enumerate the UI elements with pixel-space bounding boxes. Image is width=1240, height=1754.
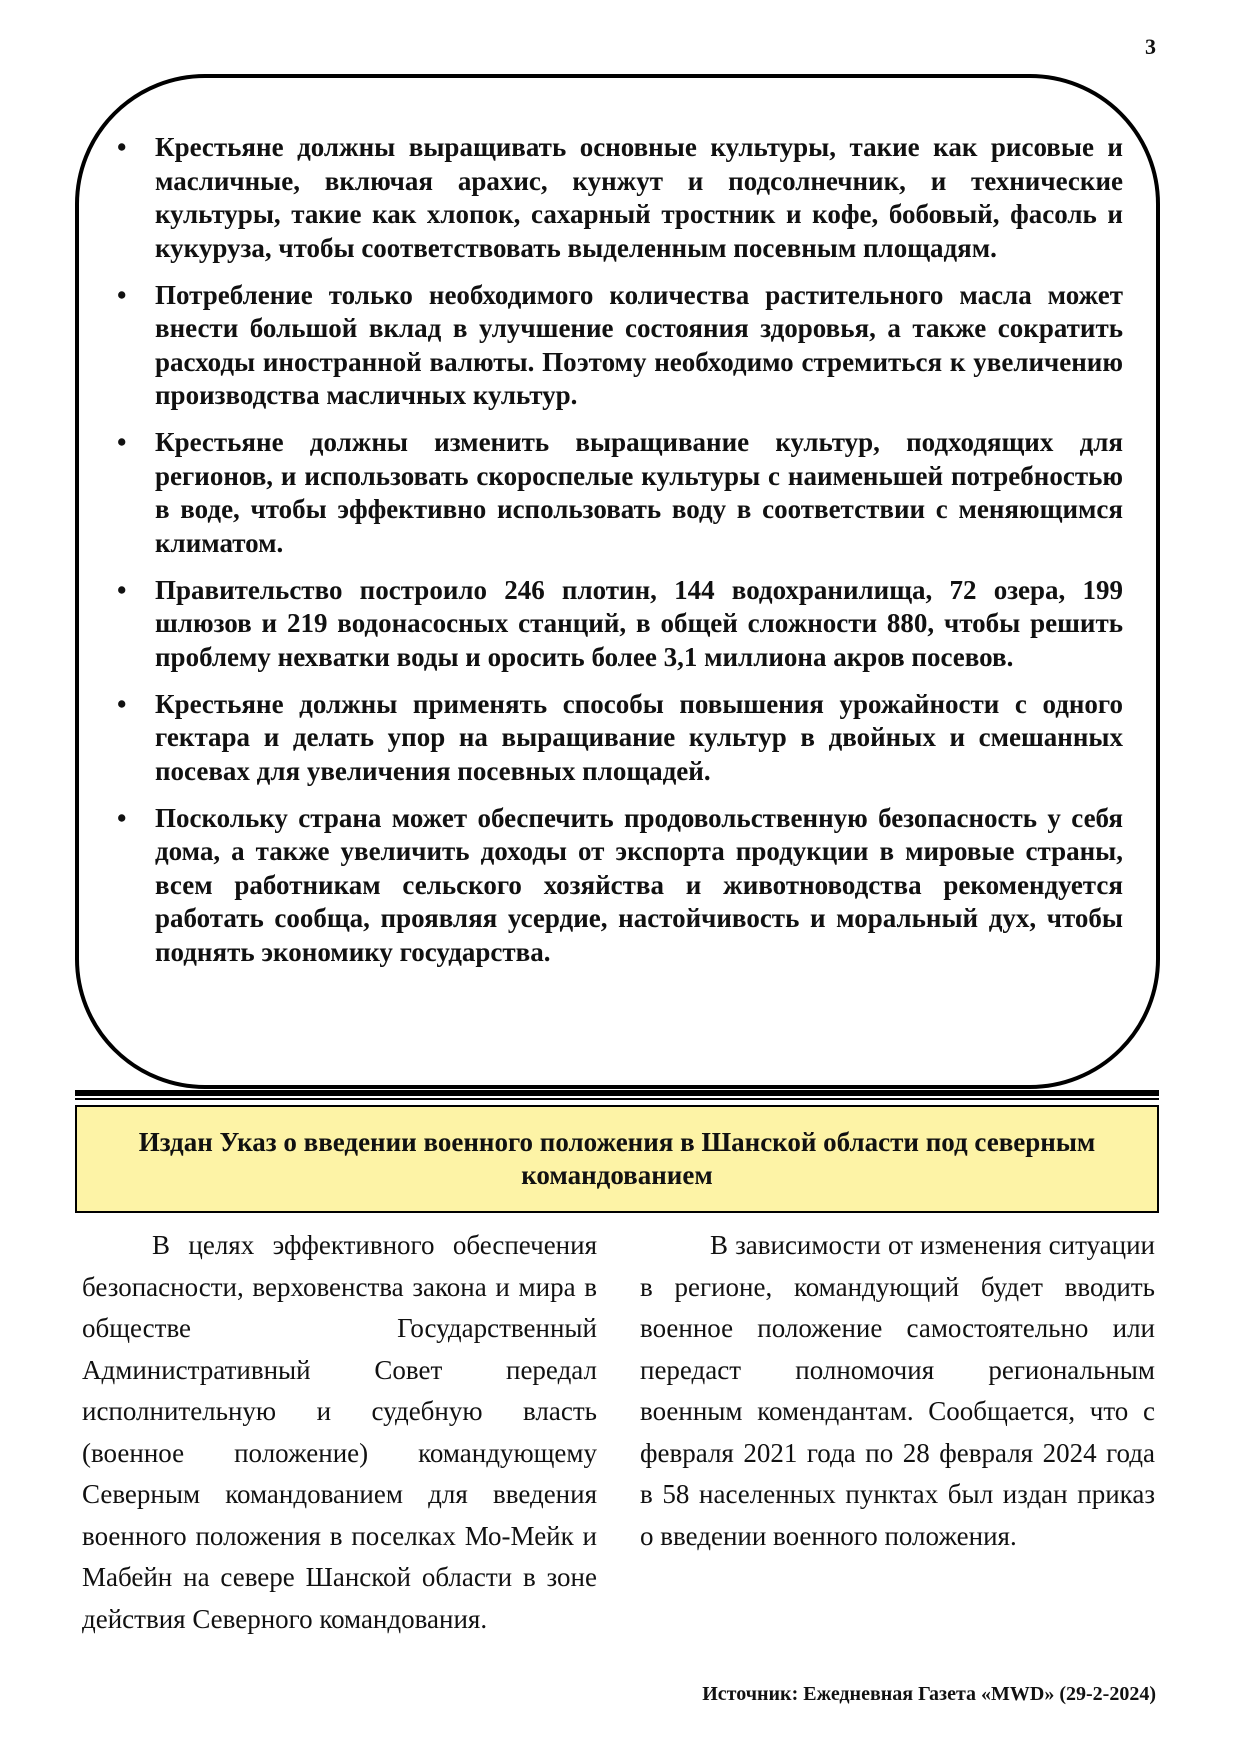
article-right-column: В зависимости от изменения ситуации в регионе, командующий будет вводить военное положение самостоятельно или передаст полномочия региональным военным комендантам. Сообщается, что с февраля 2021 года по 28 февраля 2024 года в 58 населенных пунктах был издан приказ о введении военного положения. xyxy=(640,1230,1155,1551)
section-divider-thin xyxy=(75,1098,1159,1100)
list-item xyxy=(117,279,1123,413)
headline-box xyxy=(75,1105,1159,1213)
article-headline: Издан Указ о введении военного положения в Шанской области под северным командованием xyxy=(138,1127,1096,1190)
list-item xyxy=(117,802,1123,970)
bullet-icon: • xyxy=(117,132,127,162)
bullet-text: Поскольку страна может обеспечить продовольственную безопасность у себя дома, а также увеличить доходы от экспорта продукции в мировые страны, всем работникам сельского хозяйства и животноводства рекомендуется работать сообща, проявляя усердие, настойчивость и моральный дух, чтобы поднять экономику государства. xyxy=(155,802,1123,967)
bullet-icon: • xyxy=(117,688,127,719)
bullet-icon: • xyxy=(117,574,127,605)
bullet-text: Правительство построило 246 плотин, 144 водохранилища, 72 озера, 199 шлюзов и 219 водонасосных станций, в общей сложности 880, чтобы решить проблему нехватки воды и оросить более 3,1 миллиона акров посевов. xyxy=(155,574,1123,672)
page-number: 3 xyxy=(1145,34,1156,59)
section-divider-thick xyxy=(75,1090,1159,1096)
bullet-icon: • xyxy=(117,427,127,457)
bullet-text: Крестьяне должны изменить выращивание культур, подходящих для регионов, и использовать скороспелые культуры с наименьшей потребностью в воде, чтобы эффективно использовать воду в соответствии с меняющимся климатом. xyxy=(155,427,1123,558)
list-item xyxy=(117,574,1123,675)
bullet-text: Крестьяне должны выращивать основные культуры, такие как рисовые и масличные, включая арахис, кунжут и подсолнечник, и технические культуры, такие как хлопок, сахарный тростник и кофе, бобовый, фасоль и кукуруза, чтобы соответствовать выделенным посевным площадям. xyxy=(155,132,1123,263)
bullet-text: Крестьяне должны применять способы повышения урожайности с одного гектара и делать упор на выращивание культур в двойных и смешанных посевах для увеличения посевных площадей. xyxy=(155,688,1123,786)
bullet-icon: • xyxy=(117,802,127,833)
bullet-text: Потребление только необходимого количества растительного масла может внести большой вклад в улучшение состояния здоровья, а также сократить расходы иностранной валюты. Поэтому необходимо стремиться к увеличению производства масличных культур. xyxy=(155,279,1123,410)
bullet-list xyxy=(117,131,1123,983)
list-item xyxy=(117,688,1123,789)
list-item xyxy=(117,426,1123,560)
article-source: Источник: Ежедневная Газета «MWD» (29-2-2024) xyxy=(702,1683,1156,1705)
article-left-column: В целях эффективного обеспечения безопасности, верховенства закона и мира в обществе Государственный Административный Совет передал исполнительную и судебную власть (военное положение) командующему Северным командованием для введения военного положения в поселках Мо-Мейк и Мабейн на севере Шанской области в зоне действия Северного командования. xyxy=(82,1230,597,1634)
list-item xyxy=(117,131,1123,265)
bullet-icon: • xyxy=(117,279,127,310)
